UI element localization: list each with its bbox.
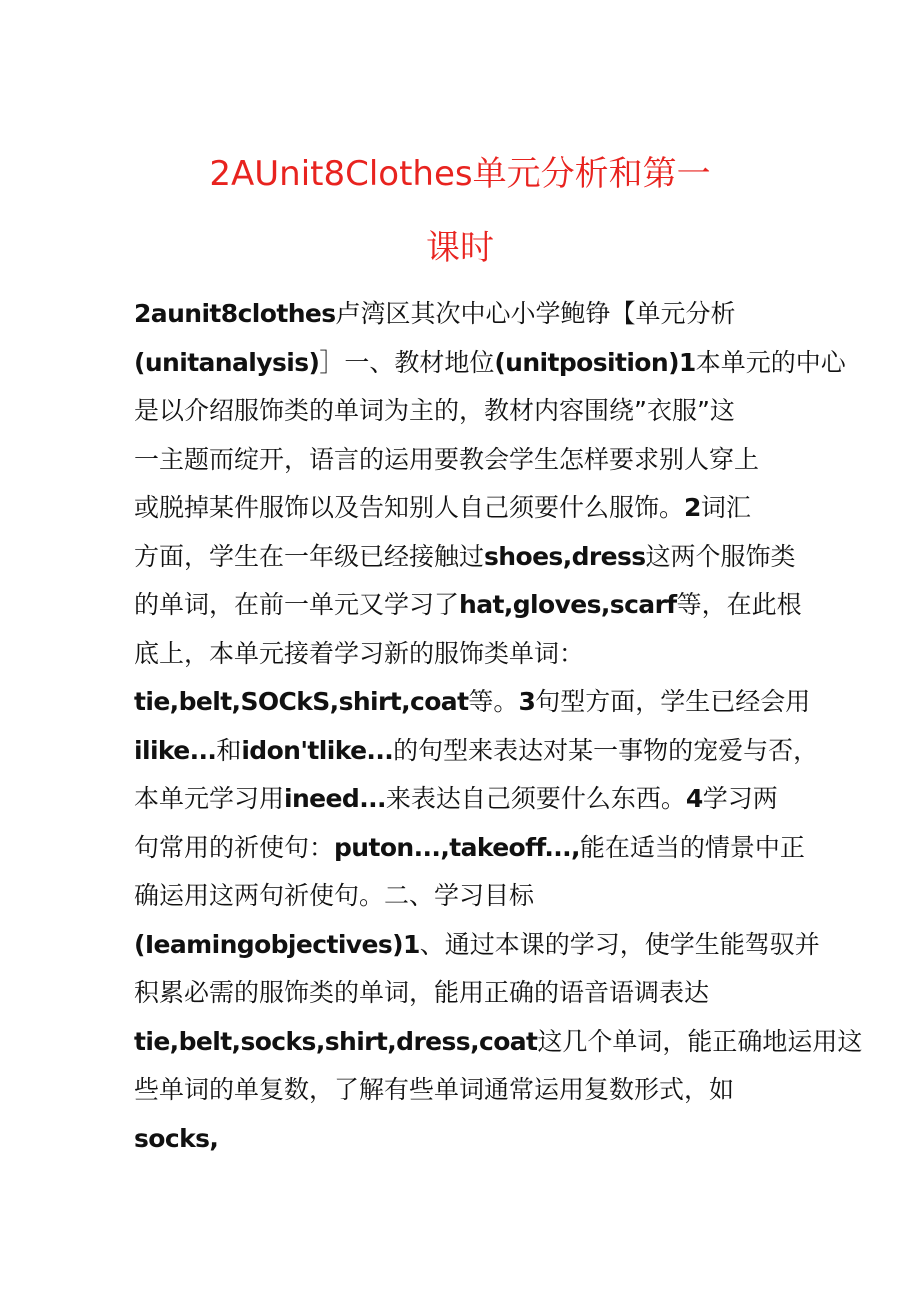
- text-run: 一主题而绽开，语言的运用要教会学生怎样要求别人穿上: [134, 445, 760, 474]
- text-run: 本单元的中心: [695, 348, 846, 377]
- text-run: 的句型来表达对某一事物的宠爱与否，: [393, 736, 819, 765]
- body-line: [134, 1121, 794, 1157]
- body-line: [134, 393, 794, 429]
- latin-run: puton...,takeoff...,: [334, 833, 580, 862]
- text-run: 确运用这两句祈使句。二、学习目标: [134, 881, 535, 910]
- latin-run: idon'tlike...: [241, 736, 394, 765]
- text-run: 卢湾区其次中心小学鲍铮【单元分析: [335, 299, 736, 328]
- latin-run: (unitposition)1: [494, 348, 696, 377]
- body-line: [134, 878, 794, 914]
- text-run: 词汇: [700, 493, 751, 522]
- text-run: 方面，学生在一年级已经接触过: [134, 542, 485, 571]
- latin-run: ineed...: [284, 784, 386, 813]
- text-run: 或脱掉某件服饰以及告知别人自己须要什么服饰。: [134, 493, 685, 522]
- text-run: 学习两: [702, 784, 778, 813]
- body-line: [134, 975, 794, 1011]
- latin-run: socks,: [134, 1124, 219, 1153]
- body-line: [134, 733, 819, 769]
- latin-run: 4: [685, 784, 703, 813]
- text-run: 来表达自己须要什么东西。: [385, 784, 686, 813]
- text-run: 能在适当的情景中正: [579, 833, 805, 862]
- document-title-line-2: 课时: [426, 228, 494, 268]
- body-line: [134, 684, 811, 720]
- latin-run: ilike...: [134, 736, 217, 765]
- text-run: 句型方面，学生已经会用: [535, 687, 811, 716]
- text-run: 等，在此根: [676, 590, 802, 619]
- latin-run: hat,gloves,scarf: [459, 590, 677, 619]
- text-run: 、通过本课的学习，使学生能驾驭并: [419, 930, 820, 959]
- body-line: [134, 1072, 794, 1108]
- document-title-line-1: 2AUnit8Clothes单元分析和第一: [209, 154, 711, 194]
- body-line: [134, 539, 794, 575]
- body-line: [134, 636, 794, 672]
- body-line: [134, 296, 794, 332]
- text-run: 些单词的单复数，了解有些单词通常运用复数形式，如: [134, 1075, 735, 1104]
- body-line: [134, 587, 802, 623]
- text-run: 的单词，在前一单元又学习了: [134, 590, 460, 619]
- latin-run: 3: [518, 687, 536, 716]
- text-run: 句常用的祈使句：: [134, 833, 335, 862]
- latin-run: tie,belt,SOCkS,shirt,coat: [134, 687, 469, 716]
- latin-run: 2: [684, 493, 701, 522]
- body-line: [134, 781, 794, 817]
- latin-run: (Ieamingobjectives)1: [134, 930, 420, 959]
- text-run: 和: [216, 736, 242, 765]
- text-run: 是以介绍服饰类的单词为主的，教材内容围绕”衣服”这: [134, 396, 735, 425]
- latin-run: (unitanalysis): [134, 348, 320, 377]
- text-run: 本单元学习用: [134, 784, 285, 813]
- text-run: 这几个单词，能正确地运用这: [537, 1027, 863, 1056]
- text-run: ］一、教材地位: [319, 348, 495, 377]
- body-line: [134, 345, 846, 381]
- text-run: 积累必需的服饰类的单词，能用正确的语音语调表达: [134, 978, 710, 1007]
- latin-run: tie,belt,socks,shirt,dress,coat: [134, 1027, 538, 1056]
- body-line: [134, 927, 820, 963]
- text-run: 等。: [468, 687, 519, 716]
- body-line: [134, 830, 805, 866]
- body-line: [134, 442, 794, 478]
- text-run: 底上，本单元接着学习新的服饰类单词：: [134, 639, 585, 668]
- latin-run: shoes,dress: [484, 542, 646, 571]
- body-line: [134, 1024, 863, 1060]
- latin-run: 2aunit8clothes: [134, 299, 336, 328]
- body-line: [134, 490, 794, 526]
- text-run: 这两个服饰类: [645, 542, 796, 571]
